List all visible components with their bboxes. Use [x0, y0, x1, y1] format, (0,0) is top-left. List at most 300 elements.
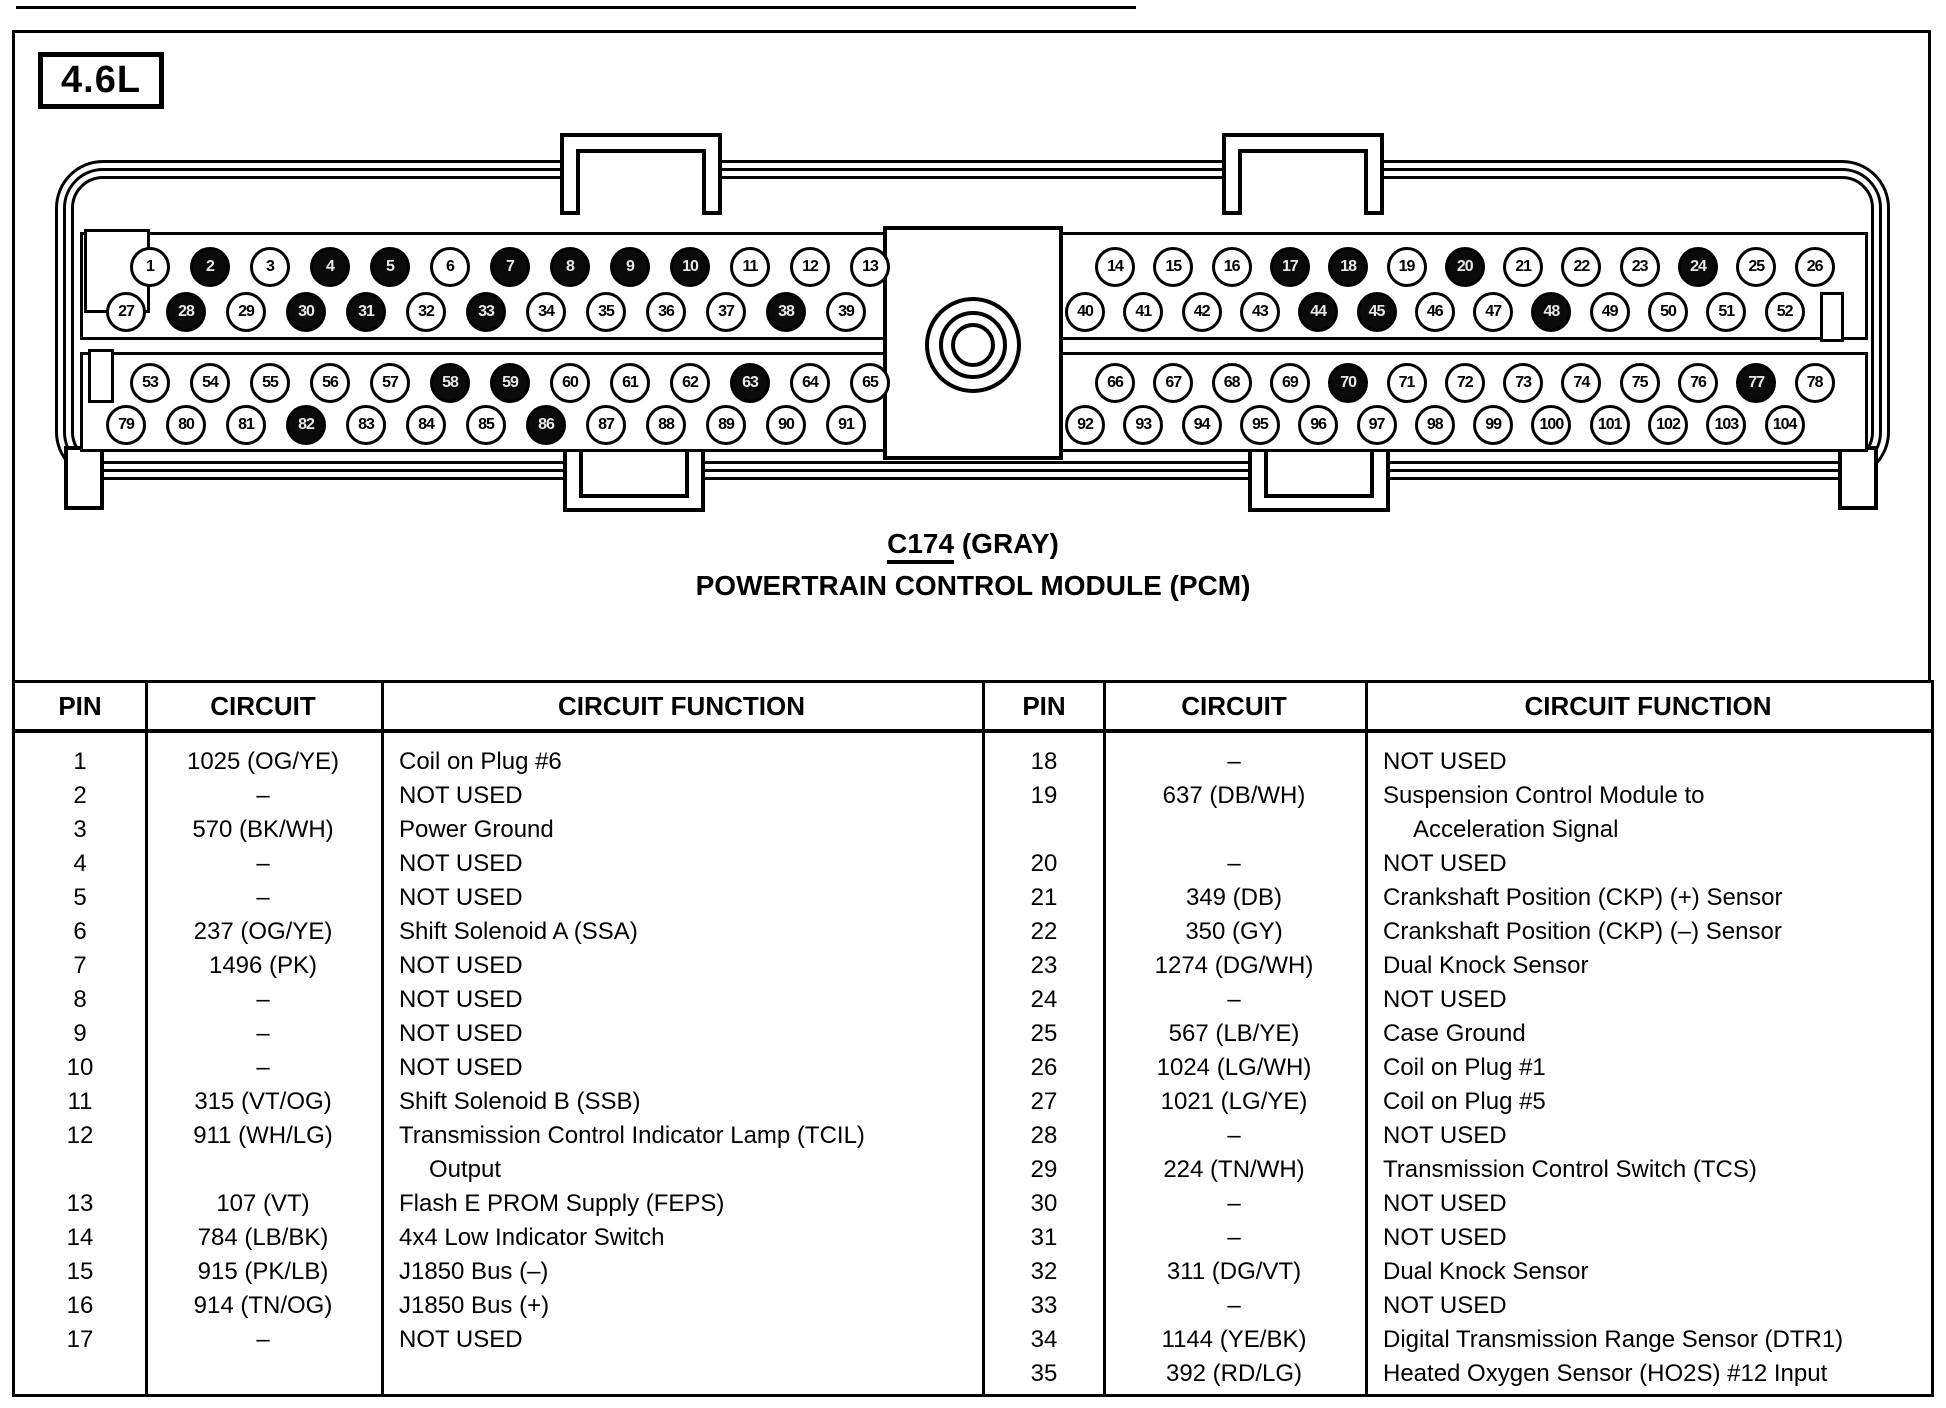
connector-pin-78: 78: [1795, 363, 1835, 403]
column-rule: [145, 683, 148, 1394]
table-row-pin-27: [985, 1085, 1931, 1119]
circuit-function: [381, 1289, 982, 1323]
circuit-code: –: [256, 1020, 270, 1047]
function-line: NOT USED: [1383, 748, 1507, 775]
connector-pin-54: 54: [190, 363, 230, 403]
connector-pin-84: 84: [406, 405, 446, 445]
pin-table-left: [12, 680, 985, 1397]
pin-number: 18: [1030, 748, 1058, 775]
function-line: Dual Knock Sensor: [1383, 952, 1589, 979]
circuit-code: 637 (DB/WH): [1162, 782, 1306, 809]
connector-pin-17: 17: [1270, 247, 1310, 287]
connector-pin-56: 56: [310, 363, 350, 403]
circuit-code: 1024 (LG/WH): [1156, 1054, 1312, 1081]
circuit-code: 237 (OG/YE): [193, 918, 333, 945]
connector-pin-22: 22: [1561, 247, 1601, 287]
table-row-pin-26: [985, 1051, 1931, 1085]
function-line: NOT USED: [1383, 1292, 1507, 1319]
connector-pin-46: 46: [1415, 292, 1455, 332]
connector-pin-81: 81: [226, 405, 266, 445]
table-body-left: [15, 733, 982, 1357]
table-row-pin-5: [15, 881, 982, 915]
circuit-function: [1365, 1289, 1931, 1323]
pin-number: 9: [73, 1020, 87, 1047]
circuit-code: 311 (DG/VT): [1166, 1258, 1302, 1285]
connector-caption: [573, 528, 1373, 602]
pin-number: 33: [1030, 1292, 1058, 1319]
pin-number: 25: [1030, 1020, 1058, 1047]
function-line: Coil on Plug #1: [1383, 1054, 1546, 1081]
engine-size-badge: 4.6L: [38, 52, 164, 109]
circuit-code: –: [256, 850, 270, 877]
header-pin: PIN: [1022, 690, 1066, 721]
pin-table-right: [982, 680, 1934, 1397]
circuit-function: [1365, 779, 1931, 847]
table-row-pin-8: [15, 983, 982, 1017]
circuit-code: –: [256, 884, 270, 911]
pin-number: 19: [1030, 782, 1058, 809]
function-line: NOT USED: [1383, 1224, 1507, 1251]
mounting-tab-inner: [1238, 149, 1368, 215]
connector-pin-85: 85: [466, 405, 506, 445]
connector-pin-66: 66: [1095, 363, 1135, 403]
table-row-pin-17: [15, 1323, 982, 1357]
circuit-function: [381, 949, 982, 983]
connector-pin-79: 79: [106, 405, 146, 445]
function-line: Crankshaft Position (CKP) (+) Sensor: [1383, 884, 1783, 911]
circuit-code: –: [1227, 986, 1241, 1013]
circuit-function: [1365, 983, 1931, 1017]
column-rule: [1103, 683, 1106, 1394]
circuit-code: –: [1227, 1224, 1241, 1251]
pin-number: 23: [1030, 952, 1058, 979]
table-row-pin-32: [985, 1255, 1931, 1289]
connector-pin-20: 20: [1445, 247, 1485, 287]
connector-pin-13: 13: [850, 247, 890, 287]
circuit-code: 915 (PK/LB): [197, 1258, 329, 1285]
function-line: NOT USED: [399, 1054, 523, 1081]
circuit-function: [1365, 1221, 1931, 1255]
connector-pin-63: 63: [730, 363, 770, 403]
pin-number: 21: [1030, 884, 1058, 911]
circuit-code: –: [1227, 1122, 1241, 1149]
connector-pin-92: 92: [1065, 405, 1105, 445]
pin-number: 29: [1030, 1156, 1058, 1183]
connector-pin-93: 93: [1123, 405, 1163, 445]
connector-pin-95: 95: [1240, 405, 1280, 445]
connector-pin-70: 70: [1328, 363, 1368, 403]
pin-number: 7: [73, 952, 87, 979]
pin-number: 24: [1030, 986, 1058, 1013]
circuit-code: –: [256, 986, 270, 1013]
circuit-function: [1365, 949, 1931, 983]
center-bolt-ring-inner: [951, 323, 995, 367]
function-line: Transmission Control Switch (TCS): [1383, 1156, 1757, 1183]
connector-pin-100: 100: [1531, 405, 1571, 445]
circuit-function: [1365, 915, 1931, 949]
connector-title: POWERTRAIN CONTROL MODULE (PCM): [695, 570, 1251, 601]
connector-pin-86: 86: [526, 405, 566, 445]
connector-pin-7: 7: [490, 247, 530, 287]
circuit-code: 392 (RD/LG): [1165, 1360, 1303, 1387]
connector-pin-32: 32: [406, 292, 446, 332]
table-row-pin-11: [15, 1085, 982, 1119]
connector-pin-6: 6: [430, 247, 470, 287]
connector-pin-52: 52: [1765, 292, 1805, 332]
pin-number: 35: [1030, 1360, 1058, 1387]
table-row-pin-30: [985, 1187, 1931, 1221]
circuit-function: [381, 813, 982, 847]
circuit-function: [381, 1323, 982, 1357]
function-line: 4x4 Low Indicator Switch: [399, 1224, 665, 1251]
circuit-function: [1365, 1153, 1931, 1187]
connector-pin-97: 97: [1357, 405, 1397, 445]
connector-pin-35: 35: [586, 292, 626, 332]
circuit-function: [381, 881, 982, 915]
connector-pin-74: 74: [1561, 363, 1601, 403]
connector-pin-38: 38: [766, 292, 806, 332]
connector-pin-83: 83: [346, 405, 386, 445]
pin-number: 26: [1030, 1054, 1058, 1081]
header-circuit-function: CIRCUIT FUNCTION: [1524, 690, 1772, 721]
circuit-code: 1025 (OG/YE): [186, 748, 340, 775]
connector-pin-30: 30: [286, 292, 326, 332]
connector-pin-91: 91: [826, 405, 866, 445]
table-row-pin-28: [985, 1119, 1931, 1153]
function-line: Power Ground: [399, 816, 554, 843]
connector-pin-61: 61: [610, 363, 650, 403]
function-line: NOT USED: [399, 1020, 523, 1047]
pin-number: 11: [67, 1088, 93, 1115]
connector-pin-48: 48: [1531, 292, 1571, 332]
function-line: Suspension Control Module to: [1383, 782, 1705, 809]
pin-number: 20: [1030, 850, 1058, 877]
connector-pin-12: 12: [790, 247, 830, 287]
table-row-pin-20: [985, 847, 1931, 881]
connector-pin-26: 26: [1795, 247, 1835, 287]
table-header-left: [15, 683, 982, 733]
table-body-right: [985, 733, 1931, 1391]
header-circuit: CIRCUIT: [210, 690, 316, 721]
connector-pin-102: 102: [1648, 405, 1688, 445]
function-line: Coil on Plug #6: [399, 748, 562, 775]
circuit-code: –: [256, 1326, 270, 1353]
function-line: Coil on Plug #5: [1383, 1088, 1546, 1115]
table-row-pin-29: [985, 1153, 1931, 1187]
pin-number: 28: [1030, 1122, 1058, 1149]
pin-number: 2: [73, 782, 87, 809]
pin-number: 4: [73, 850, 87, 877]
circuit-function: [381, 1187, 982, 1221]
connector-pin-49: 49: [1590, 292, 1630, 332]
circuit-code: 911 (WH/LG): [193, 1122, 333, 1149]
connector-pin-4: 4: [310, 247, 350, 287]
connector-pin-67: 67: [1153, 363, 1193, 403]
connector-pin-14: 14: [1095, 247, 1135, 287]
table-row-pin-21: [985, 881, 1931, 915]
function-continuation-line: Output: [429, 1156, 502, 1183]
connector-pin-5: 5: [370, 247, 410, 287]
connector-pin-68: 68: [1212, 363, 1252, 403]
connector-pin-62: 62: [670, 363, 710, 403]
header-circuit: CIRCUIT: [1181, 690, 1287, 721]
connector-pin-75: 75: [1620, 363, 1660, 403]
keying-notch: [1820, 292, 1844, 342]
connector-pin-89: 89: [706, 405, 746, 445]
table-row-pin-31: [985, 1221, 1931, 1255]
function-line: J1850 Bus (–): [399, 1258, 549, 1285]
pin-number: 30: [1030, 1190, 1058, 1217]
function-line: Shift Solenoid A (SSA): [399, 918, 638, 945]
connector-pin-2: 2: [190, 247, 230, 287]
circuit-code: –: [1227, 1292, 1241, 1319]
connector-pin-25: 25: [1736, 247, 1776, 287]
mounting-tab-top-right: [1222, 133, 1384, 215]
pin-number: 14: [66, 1224, 94, 1251]
connector-pin-64: 64: [790, 363, 830, 403]
table-row-pin-7: [15, 949, 982, 983]
table-row-pin-22: [985, 915, 1931, 949]
circuit-code: 350 (GY): [1185, 918, 1283, 945]
function-line: NOT USED: [1383, 850, 1507, 877]
function-line: NOT USED: [1383, 1190, 1507, 1217]
connector-pin-41: 41: [1123, 292, 1163, 332]
table-row-pin-19: [985, 779, 1931, 847]
circuit-code: 570 (BK/WH): [192, 816, 334, 843]
connector-pin-3: 3: [250, 247, 290, 287]
table-row-pin-4: [15, 847, 982, 881]
connector-pin-82: 82: [286, 405, 326, 445]
function-line: NOT USED: [399, 986, 523, 1013]
function-line: NOT USED: [399, 952, 523, 979]
circuit-code: –: [1227, 748, 1241, 775]
circuit-code: 1274 (DG/WH): [1154, 952, 1314, 979]
connector-pin-65: 65: [850, 363, 890, 403]
connector-foot-left: [64, 446, 104, 510]
circuit-function: [381, 915, 982, 949]
connector-id-line: [573, 528, 1373, 560]
table-row-pin-24: [985, 983, 1931, 1017]
table-row-pin-23: [985, 949, 1931, 983]
connector-pin-36: 36: [646, 292, 686, 332]
circuit-code: 1496 (PK): [208, 952, 318, 979]
connector-pin-73: 73: [1503, 363, 1543, 403]
circuit-code: 315 (VT/OG): [194, 1088, 332, 1115]
pin-number: 31: [1030, 1224, 1058, 1251]
connector-pin-47: 47: [1473, 292, 1513, 332]
connector-pin-43: 43: [1240, 292, 1280, 332]
connector-pin-96: 96: [1298, 405, 1338, 445]
connector-pin-98: 98: [1415, 405, 1455, 445]
circuit-code: –: [1227, 1190, 1241, 1217]
pin-number: 16: [66, 1292, 94, 1319]
circuit-code: 1021 (LG/YE): [1160, 1088, 1308, 1115]
table-row-pin-12: [15, 1119, 982, 1187]
circuit-code: –: [256, 1054, 270, 1081]
function-line: Crankshaft Position (CKP) (–) Sensor: [1383, 918, 1782, 945]
table-row-pin-35: [985, 1357, 1931, 1391]
table-row-pin-13: [15, 1187, 982, 1221]
pin-number: 15: [66, 1258, 94, 1285]
connector-pin-55: 55: [250, 363, 290, 403]
connector-foot-right: [1838, 446, 1878, 510]
circuit-code: 224 (TN/WH): [1163, 1156, 1305, 1183]
connector-pin-39: 39: [826, 292, 866, 332]
function-line: J1850 Bus (+): [399, 1292, 550, 1319]
pin-number: 32: [1030, 1258, 1058, 1285]
function-line: NOT USED: [1383, 1122, 1507, 1149]
function-line: Digital Transmission Range Sensor (DTR1): [1383, 1326, 1844, 1353]
circuit-function: [1365, 1085, 1931, 1119]
circuit-function: [381, 983, 982, 1017]
circuit-function: [1365, 1119, 1931, 1153]
table-row-pin-6: [15, 915, 982, 949]
connector-pin-1: 1: [130, 247, 170, 287]
connector-pin-77: 77: [1736, 363, 1776, 403]
connector-pin-27: 27: [106, 292, 146, 332]
connector-pin-34: 34: [526, 292, 566, 332]
connector-pin-59: 59: [490, 363, 530, 403]
connector-pin-103: 103: [1706, 405, 1746, 445]
connector-pin-60: 60: [550, 363, 590, 403]
connector-pin-42: 42: [1182, 292, 1222, 332]
table-row-pin-33: [985, 1289, 1931, 1323]
pin-number: 8: [73, 986, 87, 1013]
circuit-code: –: [1227, 850, 1241, 877]
connector-pin-40: 40: [1065, 292, 1105, 332]
connector-code: C174: [887, 528, 954, 564]
mounting-tab-top-left: [560, 133, 722, 215]
pin-number: 10: [66, 1054, 94, 1081]
connector-pin-72: 72: [1445, 363, 1485, 403]
connector-pin-51: 51: [1706, 292, 1746, 332]
mounting-tab-inner: [576, 149, 706, 215]
connector-pin-101: 101: [1590, 405, 1630, 445]
connector-pin-19: 19: [1387, 247, 1427, 287]
table-row-pin-18: [985, 745, 1931, 779]
function-line: Shift Solenoid B (SSB): [399, 1088, 641, 1115]
connector-pin-45: 45: [1357, 292, 1397, 332]
circuit-function: [381, 1119, 982, 1187]
pin-number: 3: [73, 816, 87, 843]
table-row-pin-2: [15, 779, 982, 813]
table-row-pin-10: [15, 1051, 982, 1085]
connector-pin-76: 76: [1678, 363, 1718, 403]
connector-pin-16: 16: [1212, 247, 1252, 287]
circuit-function: [381, 1017, 982, 1051]
function-line: Case Ground: [1383, 1020, 1526, 1047]
connector-pin-53: 53: [130, 363, 170, 403]
function-line: NOT USED: [399, 782, 523, 809]
circuit-function: [381, 1221, 982, 1255]
circuit-function: [1365, 881, 1931, 915]
function-line: Heated Oxygen Sensor (HO2S) #12 Input: [1383, 1360, 1828, 1387]
connector-pin-23: 23: [1620, 247, 1660, 287]
connector-pin-18: 18: [1328, 247, 1368, 287]
connector-pin-10: 10: [670, 247, 710, 287]
table-row-pin-3: [15, 813, 982, 847]
function-line: NOT USED: [399, 1326, 523, 1353]
circuit-function: [1365, 1323, 1931, 1357]
connector-pin-58: 58: [430, 363, 470, 403]
connector-pin-37: 37: [706, 292, 746, 332]
pin-number: 1: [73, 748, 87, 775]
pin-number: 6: [73, 918, 87, 945]
pin-number: 12: [66, 1122, 94, 1149]
table-row-pin-15: [15, 1255, 982, 1289]
column-rule: [381, 683, 384, 1394]
connector-pin-9: 9: [610, 247, 650, 287]
circuit-code: 567 (LB/YE): [1168, 1020, 1300, 1047]
connector-pin-44: 44: [1298, 292, 1338, 332]
connector-pin-104: 104: [1765, 405, 1805, 445]
pcm-connector-drawing: [0, 0, 1946, 540]
pin-number: 34: [1030, 1326, 1058, 1353]
function-line: NOT USED: [399, 850, 523, 877]
connector-color: (GRAY): [954, 528, 1059, 559]
function-line: Flash E PROM Supply (FEPS): [399, 1190, 725, 1217]
function-continuation-line: Acceleration Signal: [1413, 816, 1619, 843]
connector-pin-8: 8: [550, 247, 590, 287]
connector-pin-88: 88: [646, 405, 686, 445]
connector-pin-99: 99: [1473, 405, 1513, 445]
connector-pin-57: 57: [370, 363, 410, 403]
circuit-function: [1365, 1017, 1931, 1051]
circuit-function: [381, 779, 982, 813]
connector-pin-15: 15: [1153, 247, 1193, 287]
circuit-function: [381, 745, 982, 779]
connector-pin-87: 87: [586, 405, 626, 445]
pin-number: 22: [1030, 918, 1058, 945]
function-line: NOT USED: [399, 884, 523, 911]
circuit-function: [1365, 1051, 1931, 1085]
table-row-pin-9: [15, 1017, 982, 1051]
circuit-function: [381, 1051, 982, 1085]
table-row-pin-14: [15, 1221, 982, 1255]
connector-pin-24: 24: [1678, 247, 1718, 287]
circuit-function: [1365, 1187, 1931, 1221]
table-row-pin-1: [15, 745, 982, 779]
connector-pin-69: 69: [1270, 363, 1310, 403]
table-row-pin-34: [985, 1323, 1931, 1357]
pin-number: 13: [66, 1190, 94, 1217]
keying-notch: [88, 349, 114, 403]
circuit-function: [381, 1255, 982, 1289]
connector-pin-94: 94: [1182, 405, 1222, 445]
connector-pin-71: 71: [1387, 363, 1427, 403]
circuit-function: [1365, 1255, 1931, 1289]
circuit-function: [1365, 847, 1931, 881]
circuit-code: 914 (TN/OG): [193, 1292, 333, 1319]
function-line: NOT USED: [1383, 986, 1507, 1013]
table-header-right: [985, 683, 1931, 733]
connector-pin-28: 28: [166, 292, 206, 332]
connector-pin-50: 50: [1648, 292, 1688, 332]
circuit-function: [1365, 745, 1931, 779]
pin-number: 27: [1030, 1088, 1058, 1115]
connector-pin-31: 31: [346, 292, 386, 332]
circuit-code: 107 (VT): [216, 1190, 310, 1217]
circuit-code: 349 (DB): [1185, 884, 1283, 911]
pin-number: 17: [66, 1326, 94, 1353]
connector-pin-80: 80: [166, 405, 206, 445]
connector-pin-11: 11: [730, 247, 770, 287]
connector-pin-90: 90: [766, 405, 806, 445]
circuit-code: –: [256, 782, 270, 809]
header-circuit-function: CIRCUIT FUNCTION: [558, 690, 805, 721]
circuit-code: 784 (LB/BK): [197, 1224, 329, 1251]
connector-pin-33: 33: [466, 292, 506, 332]
